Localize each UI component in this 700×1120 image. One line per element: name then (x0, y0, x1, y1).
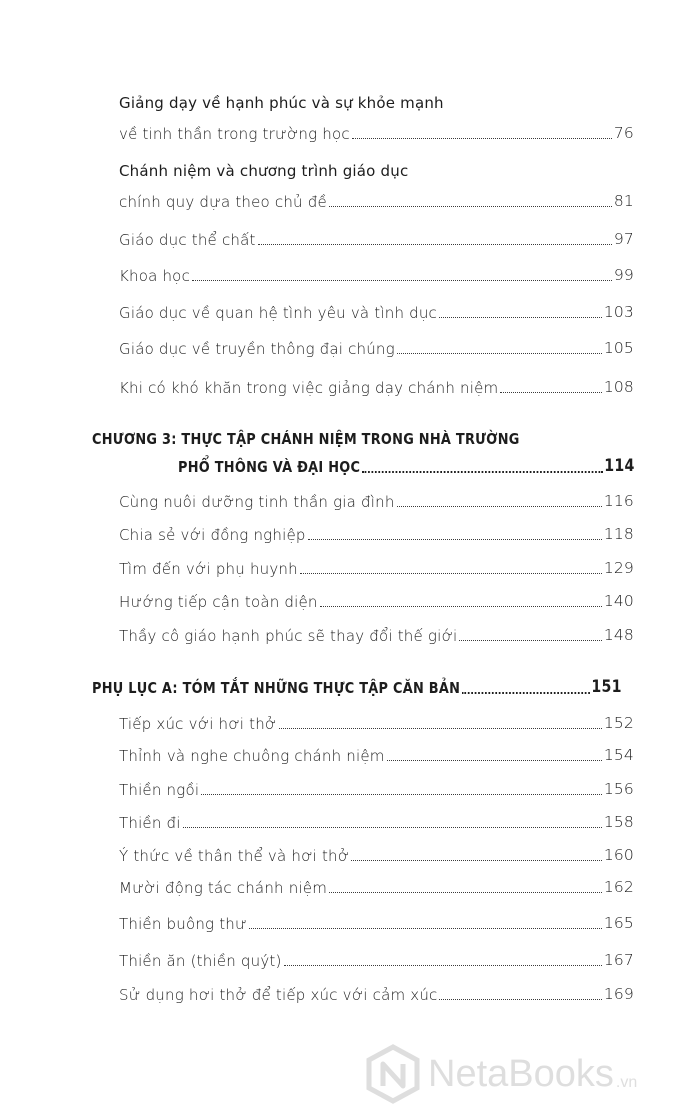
toc-page-number: 76 (613, 124, 634, 142)
dot-leader (362, 470, 603, 473)
toc-entry-label: Sử dụng hơi thở để tiếp xúc với cảm xúc (119, 985, 438, 1004)
toc-page-number: 158 (603, 813, 634, 831)
dot-leader (459, 639, 601, 641)
toc-entry-line1: Chánh niệm và chương trình giáo dục (119, 162, 409, 180)
toc-entry[interactable] (119, 880, 634, 896)
toc-entry-label: Thiền đi (119, 813, 181, 832)
dot-leader (329, 891, 602, 893)
toc-entry-label: Mười động tác chánh niệm (119, 878, 328, 897)
toc-entry[interactable] (119, 561, 634, 577)
toc-page-number: 160 (603, 846, 634, 864)
toc-entry[interactable] (119, 380, 634, 396)
dot-leader (249, 927, 602, 929)
dot-leader (351, 859, 602, 861)
dot-leader (397, 505, 602, 507)
dot-leader (201, 793, 602, 795)
chapter-heading[interactable] (178, 458, 635, 475)
toc-entry-label: về tinh thần trong trường học (119, 124, 350, 143)
toc-entry-label: Giáo dục về quan hệ tình yêu và tình dục (119, 303, 437, 322)
dot-leader (320, 605, 602, 607)
toc-entry[interactable] (119, 628, 634, 644)
toc-entry[interactable] (119, 815, 634, 831)
toc-entry[interactable] (119, 987, 634, 1003)
toc-entry-label: chính quy dựa theo chủ đề (119, 192, 327, 211)
toc-entry-label: Khi có khó khăn trong việc giảng dạy chánh niệm (119, 378, 499, 397)
toc-entry-line1: Giảng dạy về hạnh phúc và sự khỏe mạnh (119, 94, 444, 112)
toc-entry-label: Chia sẻ với đồng nghiệp (119, 525, 306, 544)
toc-entry[interactable] (119, 194, 634, 210)
toc-page-number: 154 (603, 746, 634, 764)
watermark-suffix: .vn (615, 1074, 638, 1091)
toc-page-number: 118 (603, 525, 634, 543)
toc-entry-label: Thiền ngồi (119, 780, 200, 799)
netabooks-logo-icon (366, 1044, 420, 1104)
watermark-brand: NetaBooks (428, 1052, 614, 1095)
toc-entry-label: Thiền ăn (thiền quýt) (119, 951, 282, 970)
toc-entry-label: Cùng nuôi dưỡng tinh thần gia đình (119, 492, 395, 511)
toc-entry-label: Giáo dục về truyền thông đại chúng (119, 339, 395, 358)
appendix-heading[interactable] (92, 679, 622, 696)
toc-entry-label: Hướng tiếp cận toàn diện (119, 592, 318, 611)
dot-leader (352, 137, 612, 139)
chapter-heading-line1: CHƯƠNG 3: THỰC TẬP CHÁNH NIỆM TRONG NHÀ TRƯỜNG (92, 430, 520, 448)
dot-leader (308, 538, 602, 540)
watermark (366, 1044, 686, 1104)
toc-entry-label: Thiền buông thư (119, 914, 247, 933)
dot-leader (183, 826, 602, 828)
toc-page-number: 167 (603, 951, 634, 969)
dot-leader (258, 243, 612, 245)
dot-leader (284, 964, 602, 966)
toc-page-number: 81 (613, 192, 634, 210)
toc-entry[interactable] (119, 305, 634, 321)
toc-entry[interactable] (119, 916, 634, 932)
toc-entry[interactable] (119, 953, 634, 969)
dot-leader (439, 998, 601, 1000)
dot-leader (329, 205, 612, 207)
dot-leader (300, 572, 602, 574)
toc-entry[interactable] (119, 341, 634, 357)
toc-page-number: 152 (603, 714, 634, 732)
toc-entry[interactable] (119, 594, 634, 610)
toc-entry-label: Ý thức về thân thể và hơi thở (119, 846, 350, 865)
toc-entry-label: Tiếp xúc với hơi thở (119, 714, 277, 733)
dot-leader (397, 352, 602, 354)
toc-page-number: 103 (603, 303, 634, 321)
toc-page-number: 148 (603, 626, 634, 644)
toc-entry[interactable] (119, 782, 634, 798)
dot-leader (439, 316, 602, 318)
toc-entry-label: Thầy cô giáo hạnh phúc sẽ thay đổi thế giới (119, 626, 458, 645)
toc-page-number: 156 (603, 780, 634, 798)
toc-entry[interactable] (119, 126, 634, 142)
toc-entry[interactable] (119, 527, 634, 543)
dot-leader (192, 279, 612, 281)
toc-page-number: 116 (603, 492, 634, 510)
dot-leader (500, 391, 601, 393)
toc-page-number: 97 (613, 230, 634, 248)
toc-entry[interactable] (119, 748, 634, 764)
toc-entry-label: Giáo dục thể chất (119, 230, 256, 249)
toc-page-number: 165 (603, 914, 634, 932)
toc-page-number: 169 (603, 985, 634, 1003)
chapter-heading-label: PHỔ THÔNG VÀ ĐẠI HỌC (178, 457, 361, 476)
appendix-page-number: 151 (591, 677, 622, 696)
toc-entry-label: Tìm đến với phụ huynh (119, 559, 298, 578)
dot-leader (279, 727, 602, 729)
toc-entry-label: Khoa học (119, 266, 191, 285)
toc-entry-label: Thỉnh và nghe chuông chánh niệm (119, 746, 385, 765)
toc-page-number: 105 (603, 339, 634, 357)
toc-page-number: 140 (603, 592, 634, 610)
toc-entry[interactable] (119, 494, 634, 510)
appendix-heading-label: PHỤ LỤC A: TÓM TẮT NHỮNG THỰC TẬP CĂN BẢN (92, 678, 461, 697)
toc-page-number: 99 (613, 266, 634, 284)
toc-page-number: 162 (603, 878, 634, 896)
chapter-page-number: 114 (604, 456, 635, 475)
toc-entry[interactable] (119, 232, 634, 248)
dot-leader (387, 759, 602, 761)
toc-entry[interactable] (119, 268, 634, 284)
toc-entry[interactable] (119, 848, 634, 864)
toc-page-number: 108 (603, 378, 634, 396)
toc-entry[interactable] (119, 716, 634, 732)
toc-page-number: 129 (603, 559, 634, 577)
dot-leader (462, 691, 590, 694)
